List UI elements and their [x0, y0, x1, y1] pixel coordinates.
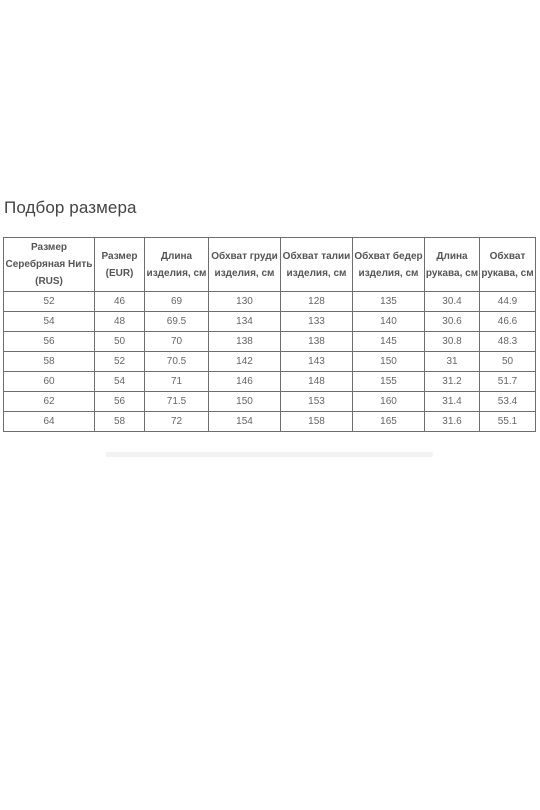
table-cell: 72: [145, 412, 209, 432]
table-row: [4, 332, 536, 352]
table-cell: 64: [4, 412, 95, 432]
table-cell: 143: [281, 352, 353, 372]
table-cell: 51.7: [480, 372, 536, 392]
table-cell: 150: [353, 352, 425, 372]
table-cell: 150: [209, 392, 281, 412]
table-cell: 70: [145, 332, 209, 352]
header-length: Длина изделия, см: [145, 238, 209, 292]
table-cell: 130: [209, 292, 281, 312]
table-cell: 46.6: [480, 312, 536, 332]
table-cell: 153: [281, 392, 353, 412]
table-row: [4, 352, 536, 372]
table-cell: 56: [95, 392, 145, 412]
size-chart-table: [3, 237, 536, 432]
table-cell: 60: [4, 372, 95, 392]
table-cell: 31.4: [425, 392, 480, 412]
header-waist: Обхват талии изделия, см: [281, 238, 353, 292]
table-cell: 146: [209, 372, 281, 392]
table-cell: 160: [353, 392, 425, 412]
table-cell: 69: [145, 292, 209, 312]
table-cell: 148: [281, 372, 353, 392]
table-cell: 155: [353, 372, 425, 392]
table-cell: 52: [4, 292, 95, 312]
table-cell: 62: [4, 392, 95, 412]
table-cell: 54: [4, 312, 95, 332]
table-cell: 58: [95, 412, 145, 432]
table-cell: 50: [95, 332, 145, 352]
table-cell: 142: [209, 352, 281, 372]
table-cell: 48.3: [480, 332, 536, 352]
table-cell: 30.8: [425, 332, 480, 352]
table-cell: 30.6: [425, 312, 480, 332]
table-cell: 54: [95, 372, 145, 392]
table-cell: 31.6: [425, 412, 480, 432]
table-cell: 31: [425, 352, 480, 372]
table-cell: 53.4: [480, 392, 536, 412]
table-cell: 44.9: [480, 292, 536, 312]
table-cell: 55.1: [480, 412, 536, 432]
table-cell: 71: [145, 372, 209, 392]
table-cell: 165: [353, 412, 425, 432]
page-title: Подбор размера: [4, 198, 137, 217]
table-row: [4, 292, 536, 312]
table-cell: 70.5: [145, 352, 209, 372]
header-size-eur: Размер (EUR): [95, 238, 145, 292]
header-sleeve-girth: Обхват рукава, см: [480, 238, 536, 292]
table-row: [4, 312, 536, 332]
table-row: [4, 392, 536, 412]
table-cell: 69.5: [145, 312, 209, 332]
table-cell: 154: [209, 412, 281, 432]
table-cell: 52: [95, 352, 145, 372]
header-sleeve-length: Длина рукава, см: [425, 238, 480, 292]
table-cell: 133: [281, 312, 353, 332]
table-cell: 138: [209, 332, 281, 352]
header-chest: Обхват груди изделия, см: [209, 238, 281, 292]
table-cell: 58: [4, 352, 95, 372]
table-cell: 31.2: [425, 372, 480, 392]
table-header-row: [4, 238, 536, 292]
table-cell: 158: [281, 412, 353, 432]
table-cell: 71.5: [145, 392, 209, 412]
table-cell: 128: [281, 292, 353, 312]
table-cell: 56: [4, 332, 95, 352]
table-cell: 140: [353, 312, 425, 332]
table-cell: 50: [480, 352, 536, 372]
table-row: [4, 412, 536, 432]
table-cell: 48: [95, 312, 145, 332]
table-cell: 46: [95, 292, 145, 312]
table-row: [4, 372, 536, 392]
table-cell: 30.4: [425, 292, 480, 312]
table-cell: 145: [353, 332, 425, 352]
table-cell: 135: [353, 292, 425, 312]
divider-bar: [106, 452, 433, 457]
header-hips: Обхват бедер изделия, см: [353, 238, 425, 292]
table-cell: 138: [281, 332, 353, 352]
table-cell: 134: [209, 312, 281, 332]
header-size-rus: Размер Серебряная Нить (RUS): [4, 238, 95, 292]
